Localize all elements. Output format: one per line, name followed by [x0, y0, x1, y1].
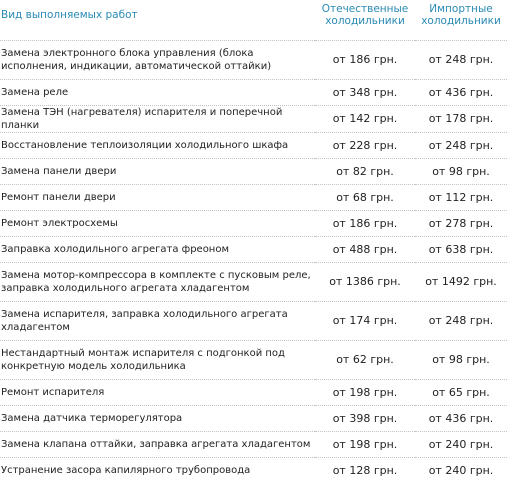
table-row: [0, 340, 507, 379]
price-domestic: от 186 грн.: [315, 40, 415, 79]
price-domestic: от 128 грн.: [315, 457, 415, 483]
table-row: [0, 457, 507, 483]
work-name: Замена мотор-компрессора в комплекте с пусковым реле, заправка холодильного агрегата хладагентом: [0, 262, 315, 301]
table-row: [0, 132, 507, 158]
price-domestic: от 142 грн.: [315, 105, 415, 132]
price-imported: от 240 грн.: [415, 457, 507, 483]
price-imported: от 98 грн.: [415, 340, 507, 379]
header-domestic-fridges: Отечественные холодильники: [321, 3, 409, 27]
price-domestic: от 174 грн.: [315, 301, 415, 340]
header-work-type: Вид выполняемых работ: [1, 9, 138, 21]
table-header: [0, 0, 507, 40]
price-imported: от 178 грн.: [415, 105, 507, 132]
table-body: [0, 40, 507, 483]
price-domestic: от 198 грн.: [315, 431, 415, 457]
table-row: [0, 405, 507, 431]
table-row: [0, 184, 507, 210]
header-imported-fridges: Импортные холодильники: [421, 3, 501, 27]
price-imported: от 1492 грн.: [415, 262, 507, 301]
price-domestic: от 198 грн.: [315, 379, 415, 405]
price-imported: от 436 грн.: [415, 405, 507, 431]
work-name: Ремонт панели двери: [0, 184, 315, 210]
table-row: [0, 40, 507, 79]
price-imported: от 248 грн.: [415, 132, 507, 158]
price-imported: от 278 грн.: [415, 210, 507, 236]
price-imported: от 248 грн.: [415, 40, 507, 79]
work-name: Замена панели двери: [0, 158, 315, 184]
work-name: Замена датчика терморегулятора: [0, 405, 315, 431]
work-name: Замена реле: [0, 79, 315, 105]
table-row: [0, 431, 507, 457]
price-domestic: от 348 грн.: [315, 79, 415, 105]
price-domestic: от 62 грн.: [315, 340, 415, 379]
price-domestic: от 82 грн.: [315, 158, 415, 184]
price-domestic: от 228 грн.: [315, 132, 415, 158]
work-name: Замена испарителя, заправка холодильного агрегата хладагентом: [0, 301, 315, 340]
table-row: [0, 379, 507, 405]
work-name: Замена ТЭН (нагревателя) испарителя и поперечной планки: [0, 105, 315, 132]
price-domestic: от 1386 грн.: [315, 262, 415, 301]
price-domestic: от 68 грн.: [315, 184, 415, 210]
work-name: Ремонт электросхемы: [0, 210, 315, 236]
work-name: Восстановление теплоизоляции холодильного шкафа: [0, 132, 315, 158]
price-imported: от 65 грн.: [415, 379, 507, 405]
work-name: Нестандартный монтаж испарителя с подгонкой под конкретную модель холодильника: [0, 340, 315, 379]
price-imported: от 98 грн.: [415, 158, 507, 184]
table-row: [0, 158, 507, 184]
price-domestic: от 398 грн.: [315, 405, 415, 431]
work-name: Замена клапана оттайки, заправка агрегата хладагентом: [0, 431, 315, 457]
price-imported: от 248 грн.: [415, 301, 507, 340]
price-domestic: от 488 грн.: [315, 236, 415, 262]
work-name: Устранение засора капилярного трубопровода: [0, 457, 315, 483]
price-domestic: от 186 грн.: [315, 210, 415, 236]
table-row: [0, 236, 507, 262]
table-row: [0, 262, 507, 301]
table-row: [0, 79, 507, 105]
table-row: [0, 105, 507, 132]
work-name: Заправка холодильного агрегата фреоном: [0, 236, 315, 262]
price-imported: от 112 грн.: [415, 184, 507, 210]
price-imported: от 638 грн.: [415, 236, 507, 262]
price-imported: от 436 грн.: [415, 79, 507, 105]
work-name: Замена электронного блока управления (блока исполнения, индикации, автоматической оттайки): [0, 40, 315, 79]
table-row: [0, 301, 507, 340]
table-row: [0, 210, 507, 236]
work-name: Ремонт испарителя: [0, 379, 315, 405]
price-imported: от 240 грн.: [415, 431, 507, 457]
